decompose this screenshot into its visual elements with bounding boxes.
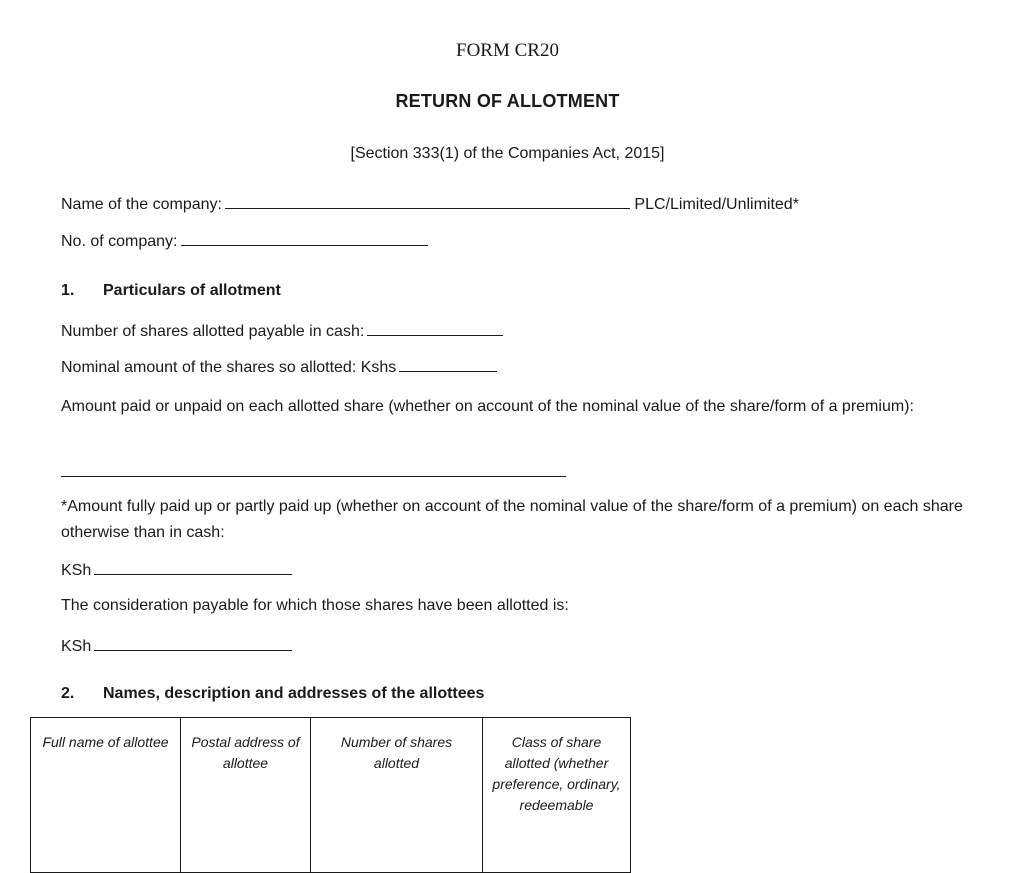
section-2-title: Names, description and addresses of the allottees: [103, 685, 485, 702]
section-1-title: Particulars of allotment: [103, 282, 281, 299]
table-header-cell: Number of shares allotted: [311, 718, 483, 873]
section-1-number: 1.: [61, 282, 75, 299]
company-name-field[interactable]: [225, 194, 630, 209]
company-name-row: [61, 194, 799, 214]
section-reference: [Section 333(1) of the Companies Act, 2015]: [350, 145, 665, 162]
allottees-table: [30, 717, 631, 873]
amount-paid-field[interactable]: [61, 476, 566, 477]
company-number-field[interactable]: [181, 231, 428, 246]
ksh-row-2: [61, 636, 292, 656]
ksh-row-1: [61, 560, 292, 580]
consideration-text: The consideration payable for which those shares have been allotted is:: [61, 597, 569, 614]
ksh-label-2: KSh: [61, 638, 92, 655]
amount-paid-text: Amount paid or unpaid on each allotted share (whether on account of the nominal value of the share/form of a premium):: [61, 398, 914, 415]
ksh-field-2[interactable]: [94, 636, 292, 651]
ksh-field-1[interactable]: [94, 560, 292, 575]
table-header-cell: Full name of allottee: [31, 718, 181, 873]
nominal-amount-field[interactable]: [399, 357, 497, 372]
nominal-amount-label: Nominal amount of the shares so allotted: Kshs: [61, 359, 397, 376]
company-type-options: PLC/Limited/Unlimited*: [634, 196, 799, 213]
section-2-number: 2.: [61, 685, 75, 702]
section-1-heading: [61, 282, 281, 300]
shares-cash-label: Number of shares allotted payable in cash:: [61, 323, 365, 340]
table-header-row: [31, 718, 631, 873]
table-header-cell: Postal address of allottee: [181, 718, 311, 873]
nominal-amount-row: [61, 357, 497, 377]
company-number-label: No. of company:: [61, 233, 178, 250]
company-name-label: Name of the company:: [61, 196, 222, 213]
table-header-cell: Class of share allotted (whether preference, ordinary, redeemable: [483, 718, 631, 873]
document-title: RETURN OF ALLOTMENT: [395, 91, 620, 111]
shares-cash-field[interactable]: [367, 321, 503, 336]
shares-cash-row: [61, 321, 503, 341]
company-number-row: [61, 231, 428, 251]
ksh-label-1: KSh: [61, 562, 92, 579]
fully-paid-text: *Amount fully paid up or partly paid up (whether on account of the nominal value of the share/form of a premium) on each share otherwise than in cash:: [61, 498, 963, 541]
form-number: FORM CR20: [456, 40, 559, 61]
section-2-heading: [61, 685, 484, 703]
